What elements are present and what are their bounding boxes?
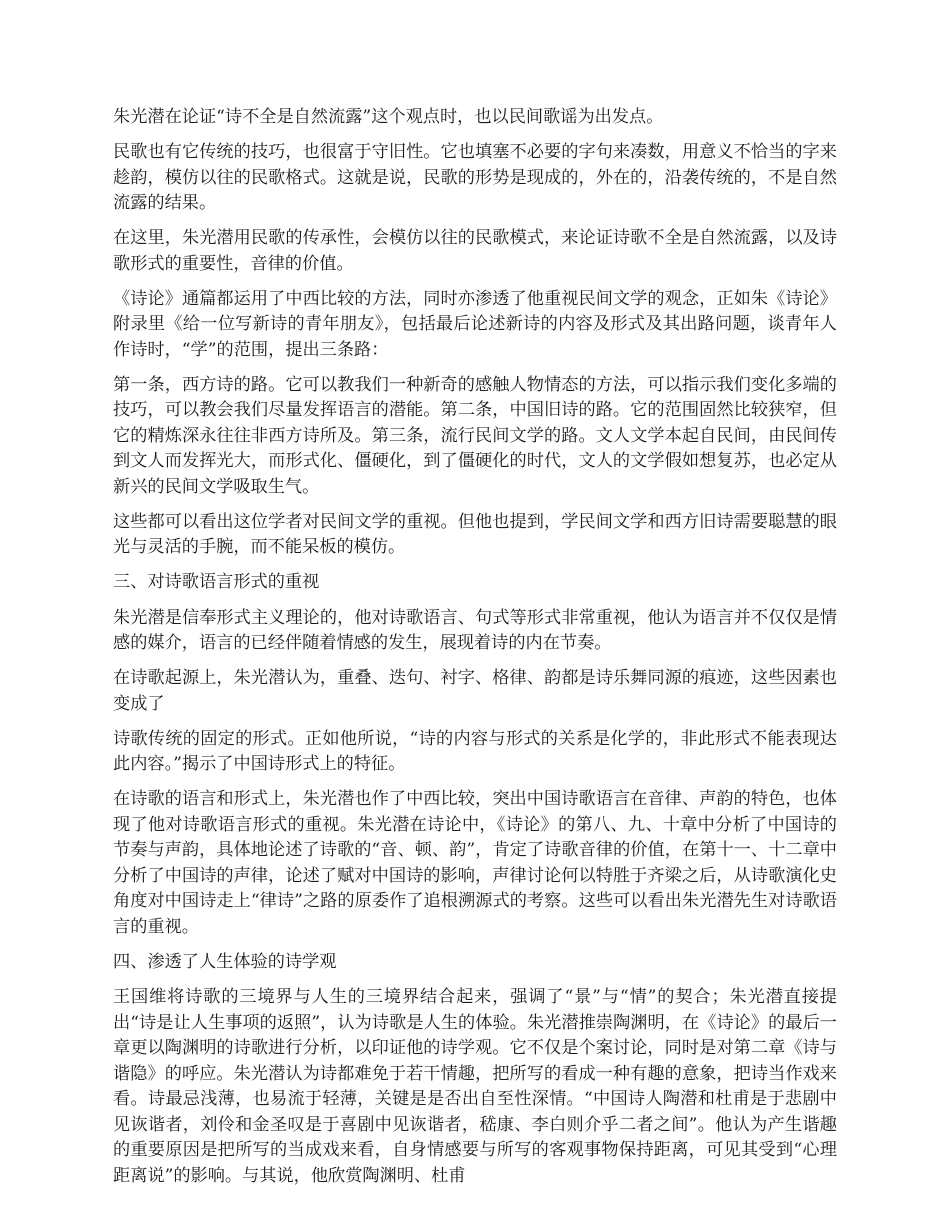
paragraph: 王国维将诗歌的三境界与人生的三境界结合起来，强调了“景”与“情”的契合；朱光潜直接提出“诗是让人生事项的返照”，认为诗歌是人生的体验。朱光潜推崇陶渊明，在《诗论》的最后一章更以陶渊明的诗歌进行分析，以印证他的诗学观。它不仅是个案讨论，同时是对第二章《诗与谐隐》的呼应。朱光潜认为诗都难免于若干情趣，把所写的看成一种有趣的意象，把诗当作戏来看。诗最忌浅薄，也易流于轻薄，关键是是否出自至性深情。“中国诗人陶潜和杜甫是于悲剧中见诙谐者，刘伶和金圣叹是于喜剧中见诙谐者，嵇康、李白则介乎二者之间”。他认为产生谐趣的重要原因是把所写的当成戏来看，自身情感要与所写的客观事物保持距离，可见其受到“心理距离说”的影响。与其说，他欣赏陶渊明、杜甫: [113, 987, 837, 1186]
document-body: [113, 105, 837, 1199]
paragraph: 《诗论》通篇都运用了中西比较的方法，同时亦渗透了他重视民间文学的观念，正如朱《诗论》附录里《给一位写新诗的青年朋友》，包括最后论述新诗的内容及形式及其出路问题，谈青年人作诗时，“学”的范围，提出三条路：: [113, 288, 837, 360]
paragraph: 在这里，朱光潜用民歌的传承性，会模仿以往的民歌模式，来论证诗歌不全是自然流露，以及诗歌形式的重要性，音律的价值。: [113, 228, 837, 274]
paragraph: 民歌也有它传统的技巧，也很富于守旧性。它也填塞不必要的字句来凑数，用意义不恰当的字来趁韵，模仿以往的民歌格式。这就是说，民歌的形势是现成的，外在的，沿袭传统的，不是自然流露的结果。: [113, 142, 837, 213]
paragraph: 诗歌传统的固定的形式。正如他所说，“诗的内容与形式的关系是化学的，非此形式不能表现达此内容。”揭示了中国诗形式上的特征。: [113, 728, 837, 774]
paragraph: 朱光潜是信奉形式主义理论的，他对诗歌语言、句式等形式非常重视，他认为语言并不仅仅是情感的媒介，语言的已经伴随着情感的发生，展现着诗的内在节奏。: [113, 607, 837, 653]
paragraph: 第一条，西方诗的路。它可以教我们一种新奇的感触人物情态的方法，可以指示我们变化多端的技巧，可以教会我们尽量发挥语言的潜能。第二条，中国旧诗的路。它的范围固然比较狭窄，但它的精炼深永往往非西方诗所及。第三条，流行民间文学的路。文人文学本起自民间，由民间传到文人而发挥光大，而形式化、僵硬化，到了僵硬化的时代，文人的文学假如想复苏，也必定从新兴的民间文学吸取生气。: [113, 374, 837, 497]
section-heading: 三、对诗歌语言形式的重视: [113, 572, 320, 592]
paragraph: 朱光潜在论证“诗不全是自然流露”这个观点时，也以民间歌谣为出发点。: [113, 107, 664, 127]
paragraph: 这些都可以看出这位学者对民间文学的重视。但他也提到，学民间文学和西方旧诗需要聪慧的眼光与灵活的手腕，而不能呆板的模仿。: [113, 511, 837, 557]
paragraph: 在诗歌起源上，朱光潜认为，重叠、迭句、衬字、格律、韵都是诗乐舞同源的痕迹，这些因素也变成了: [113, 668, 837, 714]
paragraph: 在诗歌的语言和形式上，朱光潜也作了中西比较，突出中国诗歌语言在音律、声韵的特色，也体现了他对诗歌语言形式的重视。朱光潜在诗论中，《诗论》的第八、九、十章中分析了中国诗的节奏与声韵，具体地论述了诗歌的“音、顿、韵”，肯定了诗歌音律的价值，在第十一、十二章中分析了中国诗的声律，论述了赋对中国诗的影响，声律讨论何以特胜于齐梁之后，从诗歌演化史角度对中国诗走上“律诗”之路的原委作了追根溯源式的考察。这些可以看出朱光潜先生对诗歌语言的重视。: [113, 789, 837, 937]
section-heading: 四、渗透了人生体验的诗学观: [113, 951, 337, 972]
